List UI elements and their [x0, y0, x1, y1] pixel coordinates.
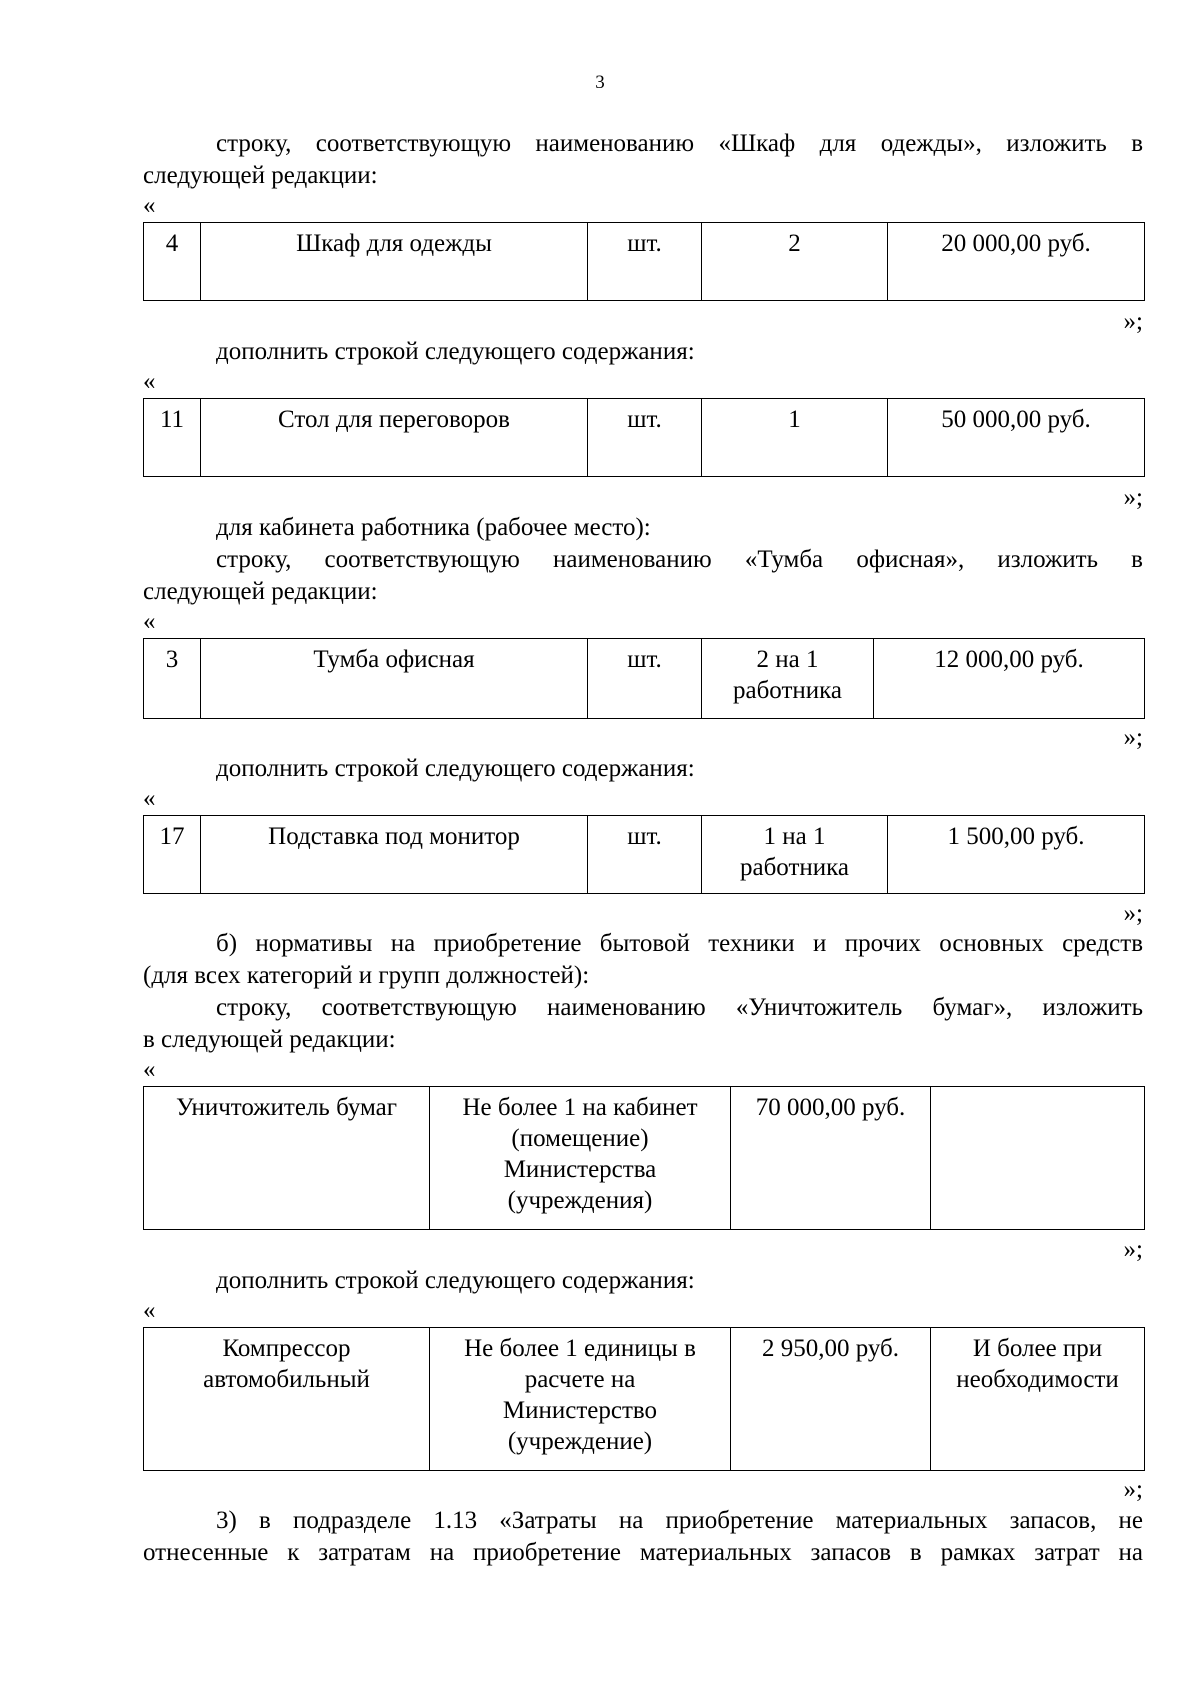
quantity-line-1: 2 на 1 [756, 646, 819, 673]
paragraph-6-line-2: (для всех категорий и групп должностей): [143, 962, 590, 989]
note-line-2: необходимости [956, 1366, 1119, 1393]
paragraph-1-line-2: следующей редакции: [143, 162, 378, 189]
page-number: 3 [595, 72, 605, 93]
close-quote: »; [1123, 484, 1143, 511]
quantity-line-3: Министерство [502, 1397, 658, 1424]
item-unit: шт. [588, 223, 702, 301]
row-number: 17 [144, 816, 201, 894]
paragraph-6-line-1: б) нормативы на приобретение бытовой техники и прочих основных средств [216, 930, 1143, 957]
quantity-line-1: Не более 1 на кабинет [462, 1094, 698, 1121]
table-monitor-stand [143, 815, 1145, 894]
name-line-1: Компрессор [222, 1335, 351, 1362]
quantity-line-4: (учреждения) [507, 1187, 653, 1214]
item-name: Тумба офисная [201, 639, 588, 719]
paragraph-workplace: для кабинета работника (рабочее место): [216, 514, 651, 541]
table-row [144, 1087, 1145, 1230]
row-number: 11 [144, 399, 201, 477]
item-note [931, 1087, 1145, 1230]
item-quantity [430, 1087, 731, 1230]
table-car-compressor [143, 1327, 1145, 1471]
open-quote: « [143, 785, 156, 812]
item-name [144, 1328, 430, 1471]
quantity-line-1: 1 на 1 [763, 823, 826, 850]
open-quote: « [143, 1056, 156, 1083]
table-office-cabinet [143, 638, 1145, 719]
paragraph-7-line-2: в следующей редакции: [143, 1026, 396, 1053]
add-row-instruction: дополнить строкой следующего содержания: [216, 338, 695, 365]
item-note [931, 1328, 1145, 1471]
quantity-line-2: (помещение) [511, 1125, 649, 1152]
quantity-line-4: (учреждение) [507, 1428, 653, 1455]
table-row [144, 816, 1145, 894]
table-meeting-table [143, 398, 1145, 477]
open-quote: « [143, 1297, 156, 1324]
item-unit: шт. [588, 639, 702, 719]
close-quote: »; [1123, 724, 1143, 751]
item-price: 20 000,00 руб. [888, 223, 1145, 301]
item-quantity [702, 639, 874, 719]
quantity-line-3: Министерства [503, 1156, 657, 1183]
item-unit: шт. [588, 816, 702, 894]
paragraph-4-line-1: строку, соответствующую наименованию «Тумба офисная», изложить в [216, 546, 1143, 573]
item-name: Шкаф для одежды [201, 223, 588, 301]
item-price: 1 500,00 руб. [888, 816, 1145, 894]
item-quantity [702, 816, 888, 894]
quantity-line-2: работника [739, 854, 850, 881]
item-price: 12 000,00 руб. [874, 639, 1145, 719]
quantity-line-1: Не более 1 единицы в [464, 1335, 696, 1362]
open-quote: « [143, 608, 156, 635]
add-row-instruction: дополнить строкой следующего содержания: [216, 1267, 695, 1294]
item-price: 50 000,00 руб. [888, 399, 1145, 477]
paragraph-4-line-2: следующей редакции: [143, 578, 378, 605]
paragraph-1-line-1: строку, соответствующую наименованию «Шкаф для одежды», изложить в [216, 130, 1143, 157]
name-line-2: автомобильный [203, 1366, 370, 1393]
paragraph-9-line-1: 3) в подразделе 1.13 «Затраты на приобретение материальных запасов, не [216, 1507, 1143, 1534]
row-number: 3 [144, 639, 201, 719]
open-quote: « [143, 192, 156, 219]
item-quantity [430, 1328, 731, 1471]
item-name: Уничтожитель бумаг [144, 1087, 430, 1230]
close-quote: »; [1123, 308, 1143, 335]
paragraph-7-line-1: строку, соответствующую наименованию «Уничтожитель бумаг», изложить [216, 994, 1143, 1021]
item-price: 70 000,00 руб. [731, 1087, 931, 1230]
close-quote: »; [1123, 1476, 1143, 1503]
table-paper-shredder [143, 1086, 1145, 1230]
table-row [144, 639, 1145, 719]
item-quantity: 2 [702, 223, 888, 301]
add-row-instruction: дополнить строкой следующего содержания: [216, 755, 695, 782]
note-line-1: И более при [972, 1335, 1103, 1362]
item-name: Стол для переговоров [201, 399, 588, 477]
quantity-line-2: расчете на [524, 1366, 636, 1393]
close-quote: »; [1123, 900, 1143, 927]
close-quote: »; [1123, 1236, 1143, 1263]
table-row [144, 1328, 1145, 1471]
item-name: Подставка под монитор [201, 816, 588, 894]
table-wardrobe [143, 222, 1145, 301]
row-number: 4 [144, 223, 201, 301]
item-quantity: 1 [702, 399, 888, 477]
item-unit: шт. [588, 399, 702, 477]
table-row [144, 223, 1145, 301]
open-quote: « [143, 368, 156, 395]
table-row [144, 399, 1145, 477]
paragraph-9-line-2: отнесенные к затратам на приобретение материальных запасов в рамках затрат на [143, 1539, 1143, 1566]
item-price: 2 950,00 руб. [731, 1328, 931, 1471]
quantity-line-2: работника [732, 677, 843, 704]
